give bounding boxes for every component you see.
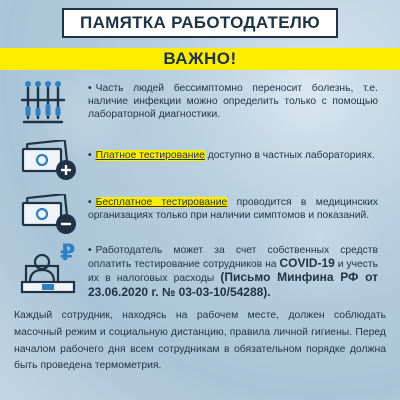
money-plus-icon [20, 140, 80, 182]
item-text: Работодатель может за счет собственных средств оплатить тестирование сотрудников на [88, 245, 378, 271]
minfin-letter-reference: (Письмо Минфина РФ от 23.06.2020 г. № 03-03-10/54288). [88, 270, 378, 299]
bullet: • [88, 83, 92, 94]
bullet: • [88, 150, 92, 161]
ruble-symbol: ₽ [60, 241, 76, 266]
bullet: • [88, 245, 92, 256]
item-text: проводится в медицинских организациях только при наличии симптомов и показаний. [88, 197, 378, 222]
lab-test-tubes-icon [20, 78, 76, 128]
footer-text: Каждый сотрудник, находясь на рабочем месте, должен соблюдать масочный режим и социальную дистанцию, правила личной гигиены. Перед началом рабочего дня всем сотрудникам в обязательном порядке должна быть проведена термометрия. [14, 310, 386, 372]
item-text: доступно в частных лабораториях. [204, 150, 375, 161]
employer-ruble-icon [20, 240, 82, 300]
page-title: ПАМЯТКА РАБОТОДАТЕЛЮ [80, 13, 320, 32]
item-text: Часть людей бессимптомно переносит болезнь, т.е. наличие инфекции можно определить только с помощью лабораторной диагностики. [88, 83, 378, 121]
item-text: и учесть их в налоговых расходы [88, 259, 378, 285]
money-minus-icon [20, 194, 80, 236]
highlight-paid-testing: Платное тестирование [95, 150, 205, 161]
covid-label: COVID-19 [279, 256, 335, 271]
important-label: ВАЖНО! [163, 49, 237, 68]
bullet: • [88, 197, 92, 208]
page-title-box [62, 8, 338, 38]
highlight-free-testing: Бесплатное тестирование [95, 197, 228, 208]
important-banner [0, 48, 400, 70]
